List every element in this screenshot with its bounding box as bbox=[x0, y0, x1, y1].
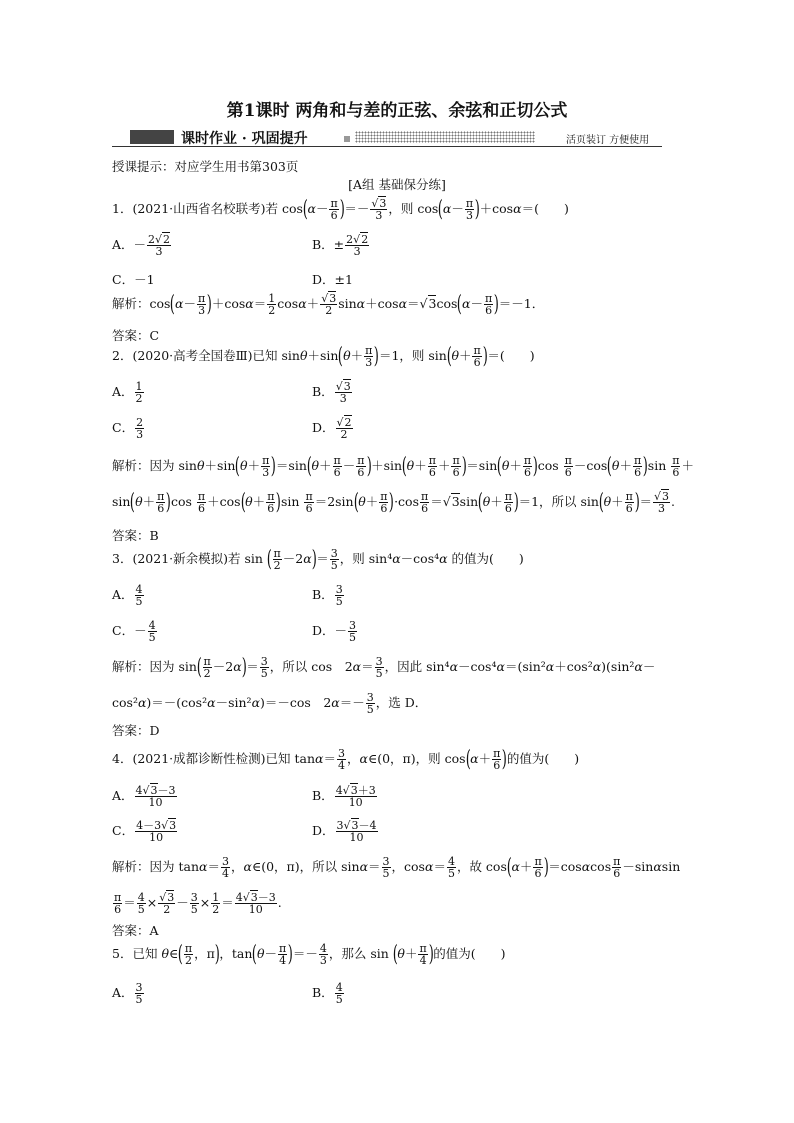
q3-solution-line-2: cos²α)＝－(cos²α－sin²α)＝－cos 2α＝－ $\frac{3}{5}$ ，选 D． bbox=[112, 691, 428, 716]
section-bar bbox=[130, 130, 174, 144]
binding-note: 活页装订 方便使用 bbox=[566, 135, 650, 146]
q3-answer: 答案：D bbox=[112, 723, 160, 738]
question-source: (2021·山西省名校联考) bbox=[132, 201, 266, 216]
question-number: 4． bbox=[112, 751, 133, 766]
q4-option-c: C． $\frac{4-3√3}{10}$ bbox=[112, 819, 177, 844]
q2-solution-line-1: 解析：因为 sinθ＋sin(θ＋ $\frac{\pi}{3}$ )＝sin(θ＋ $\frac{\pi}{6}$ － $\frac{\pi}{6}$ )＋sin(θ＋ $\frac{\pi}{6}$ ＋ $\frac{\pi}{6}$ )＝sin(θ＋ $\frac{\pi}{6}$ )cos $\frac{\pi}{6}$ －cos(θ＋ $\frac{\pi}{6}$ )sin $\frac{\pi}{6}$ ＋ bbox=[112, 453, 694, 479]
section-label: 课时作业 · 巩固提升 bbox=[181, 131, 308, 147]
q2-option-c: C． $\frac{2}{3}$ bbox=[112, 416, 144, 441]
question-number: 1． bbox=[112, 201, 133, 216]
q2-option-b: B． $\frac{√3}{3}$ bbox=[312, 380, 351, 405]
q2-option-a: A． $\frac{1}{2}$ bbox=[112, 380, 143, 405]
q3-option-a: A． $\frac{4}{5}$ bbox=[112, 583, 143, 608]
q1-option-a: A．－ $\frac{2√2}{3}$ bbox=[112, 233, 171, 258]
q3-option-c: C．－ $\frac{4}{5}$ bbox=[112, 619, 156, 644]
q4-solution-line-2: $\frac{\pi}{6}$ ＝ $\frac{4}{5}$ × $\frac{√3}{2}$ － $\frac{3}{5}$ × $\frac{1}{2}$ ＝ $\frac{4√3-3}{10}$ . bbox=[114, 891, 282, 916]
question-1: 1．(2021·山西省名校联考)若 cos(α－ $\frac{\pi}{6}$ )＝－ $\frac{√3}{3}$ ，则 cos(α－ $\frac{\pi}{3}$ )＋cosα＝( ) bbox=[112, 196, 569, 222]
q1-option-d: D．±1 bbox=[312, 272, 353, 287]
q3-option-d: D．－ $\frac{3}{5}$ bbox=[312, 619, 357, 644]
question-source: (2021·新余模拟) bbox=[132, 551, 228, 566]
q5-option-a: A． $\frac{3}{5}$ bbox=[112, 981, 143, 1006]
question-5: 5．已知 θ∈( $\frac{\pi}{2}$ ，π)，tan(θ－ $\frac{\pi}{4}$ )＝－ $\frac{4}{3}$ ，那么 sin (θ＋ $\frac{\pi}{4}$ )的值为( ) bbox=[112, 941, 506, 967]
question-source: (2021·成都诊断性检测) bbox=[132, 751, 266, 766]
q4-option-d: D． $\frac{3√3-4}{10}$ bbox=[312, 819, 377, 844]
header-rule bbox=[112, 146, 662, 147]
q3-option-b: B． $\frac{3}{5}$ bbox=[312, 583, 343, 608]
question-3: 3．(2021·新余模拟)若 sin ( $\frac{\pi}{2}$ －2α)＝ $\frac{3}{5}$ ，则 sin⁴α－cos⁴α 的值为( ) bbox=[112, 546, 524, 572]
lesson-hint: 授课提示：对应学生用书第303页 bbox=[112, 159, 299, 174]
q3-solution-line-1: 解析：因为 sin( $\frac{\pi}{2}$ －2α)＝ $\frac{3}{5}$ ，所以 cos 2α＝ $\frac{3}{5}$ ，因此 sin⁴α－cos⁴α＝(sin²α＋cos²α)(sin²α－ bbox=[112, 654, 656, 680]
question-number: 2． bbox=[112, 348, 133, 363]
question-4: 4．(2021·成都诊断性检测)已知 tanα＝ $\frac{3}{4}$ ，α∈(0，π)，则 cos(α＋ $\frac{\pi}{6}$ )的值为( ) bbox=[112, 746, 580, 772]
decorative-square bbox=[344, 136, 350, 142]
q4-option-a: A． $\frac{4√3-3}{10}$ bbox=[112, 784, 176, 809]
q5-option-b: B． $\frac{4}{5}$ bbox=[312, 981, 343, 1006]
q1-option-c: C．－1 bbox=[112, 272, 155, 287]
q1-option-b: B．± $\frac{2√2}{3}$ bbox=[312, 233, 369, 258]
q2-solution-line-2: sin(θ＋ $\frac{\pi}{6}$ )cos $\frac{\pi}{6}$ ＋cos(θ＋ $\frac{\pi}{6}$ )sin $\frac{\pi}{6}$ ＝2sin(θ＋ $\frac{\pi}{6}$ )·cos $\frac{\pi}{6}$ ＝√3sin(θ＋ $\frac{\pi}{6}$ )＝1，所以 sin(θ＋ $\frac{\pi}{6}$ )＝ $\frac{√3}{3}$ . bbox=[112, 489, 675, 515]
group-label: [A组 基础保分练] bbox=[348, 177, 446, 192]
question-source: (2020·高考全国卷Ⅲ) bbox=[132, 348, 253, 363]
dotted-pattern bbox=[355, 131, 535, 143]
q2-answer: 答案：B bbox=[112, 528, 159, 543]
q2-option-d: D． $\frac{√2}{2}$ bbox=[312, 416, 352, 441]
question-number: 3． bbox=[112, 551, 133, 566]
q1-solution: 解析：cos(α－ $\frac{\pi}{3}$ )＋cosα＝ $\frac{1}{2}$ cosα＋ $\frac{√3}{2}$ sinα＋cosα＝√3cos(α－ $\frac{\pi}{6}$ )＝－1． bbox=[112, 291, 545, 317]
q1-answer: 答案：C bbox=[112, 328, 160, 343]
q4-answer: 答案：A bbox=[112, 923, 159, 938]
q4-solution-line-1: 解析：因为 tanα＝ $\frac{3}{4}$ ，α∈(0，π)，所以 sinα＝ $\frac{3}{5}$ ，cosα＝ $\frac{4}{5}$ ，故 cos(α＋ $\frac{\pi}{6}$ )＝cosαcos $\frac{\pi}{6}$ －sinαsin bbox=[112, 854, 681, 880]
question-2: 2．(2020·高考全国卷Ⅲ)已知 sinθ＋sin(θ＋ $\frac{\pi}{3}$ )＝1，则 sin(θ＋ $\frac{\pi}{6}$ )＝( ) bbox=[112, 343, 535, 369]
q4-option-b: B． $\frac{4√3+3}{10}$ bbox=[312, 784, 376, 809]
question-number: 5． bbox=[112, 946, 133, 961]
page-title: 第1课时 两角和与差的正弦、余弦和正切公式 bbox=[226, 101, 568, 121]
